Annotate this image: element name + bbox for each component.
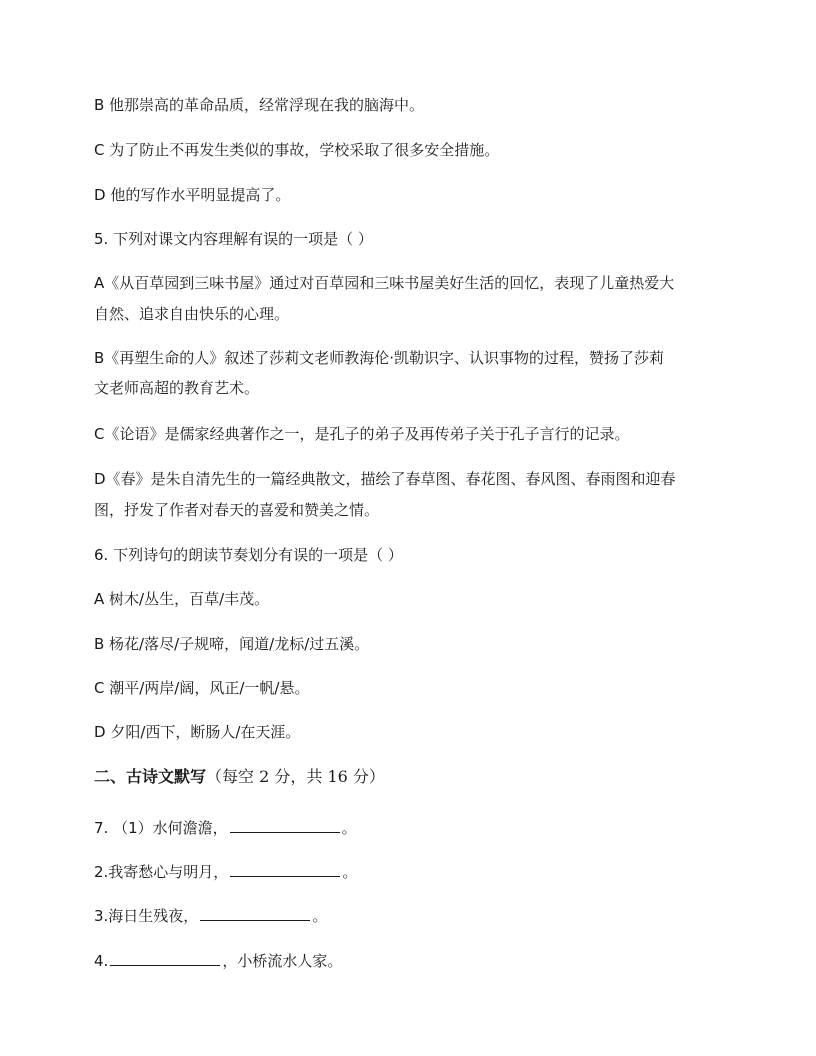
q6-option-a: A 树木/丛生，百草/丰茂。 xyxy=(94,590,270,608)
q7-item-3 xyxy=(94,906,734,926)
q5-option-c: C《论语》是儒家经典著作之一，是孔子的弟子及再传弟子关于孔子言行的记录。 xyxy=(94,425,630,443)
q6-option-d: D 夕阳/西下，断肠人/在天涯。 xyxy=(94,723,301,741)
q6-option-c: C 潮平/两岸/阔，风正/一帆/悬。 xyxy=(94,679,310,697)
answer-blank[interactable] xyxy=(110,951,220,966)
q4-option-b: B 他那崇高的革命品质，经常浮现在我的脑海中。 xyxy=(94,96,425,114)
q5-option-a-line1: A《从百草园到三味书屋》通过对百草园和三味书屋美好生活的回忆，表现了儿童热爱大 xyxy=(94,274,675,292)
q5-option-a-line2: 自然、追求自由快乐的心理。 xyxy=(94,305,290,323)
section2-heading xyxy=(94,767,734,787)
q5-stem: 5. 下列对课文内容理解有误的一项是（ ） xyxy=(94,230,373,248)
q7-item-4 xyxy=(94,951,734,971)
q6-stem: 6. 下列诗句的朗读节奏划分有误的一项是（ ） xyxy=(94,546,403,564)
q6-option-b: B 杨花/落尽/子规啼，闻道/龙标/过五溪。 xyxy=(94,635,370,653)
answer-blank[interactable] xyxy=(230,862,340,877)
q7-item2-prefix: 2.我寄愁心与明月， xyxy=(94,863,229,881)
q7-item4-suffix: ，小桥流水人家。 xyxy=(222,952,343,970)
q7-item-2 xyxy=(94,862,734,882)
section2-title: 二、古诗文默写 xyxy=(94,767,207,786)
answer-blank[interactable] xyxy=(200,906,310,921)
q7-item2-suffix: 。 xyxy=(342,863,358,881)
q7-item1-prefix: 7. （1）水何澹澹， xyxy=(94,819,228,837)
q5-option-d-line2: 图，抒发了作者对春天的喜爱和赞美之情。 xyxy=(94,501,380,519)
q5-option-d-line1: D《春》是朱自清先生的一篇经典散文，描绘了春草图、春花图、春风图、春雨图和迎春 xyxy=(94,470,676,488)
q7-item1-suffix: 。 xyxy=(341,819,357,837)
q7-item3-prefix: 3.海日生残夜， xyxy=(94,907,199,925)
q4-option-c: C 为了防止不再发生类似的事故，学校采取了很多安全措施。 xyxy=(94,141,500,159)
q5-option-b-line1: B《再塑生命的人》叙述了莎莉文老师教海伦·凯勒识字、认识事物的过程，赞扬了莎莉 xyxy=(94,349,665,367)
q4-option-d: D 他的写作水平明显提高了。 xyxy=(94,186,291,204)
q5-option-b-line2: 文老师高超的教育艺术。 xyxy=(94,379,260,397)
answer-blank[interactable] xyxy=(230,818,340,833)
q7-item3-suffix: 。 xyxy=(312,907,328,925)
q7-item-1 xyxy=(94,818,734,838)
section2-note: （每空 2 分，共 16 分） xyxy=(206,767,385,786)
q7-item4-prefix: 4. xyxy=(94,952,109,970)
